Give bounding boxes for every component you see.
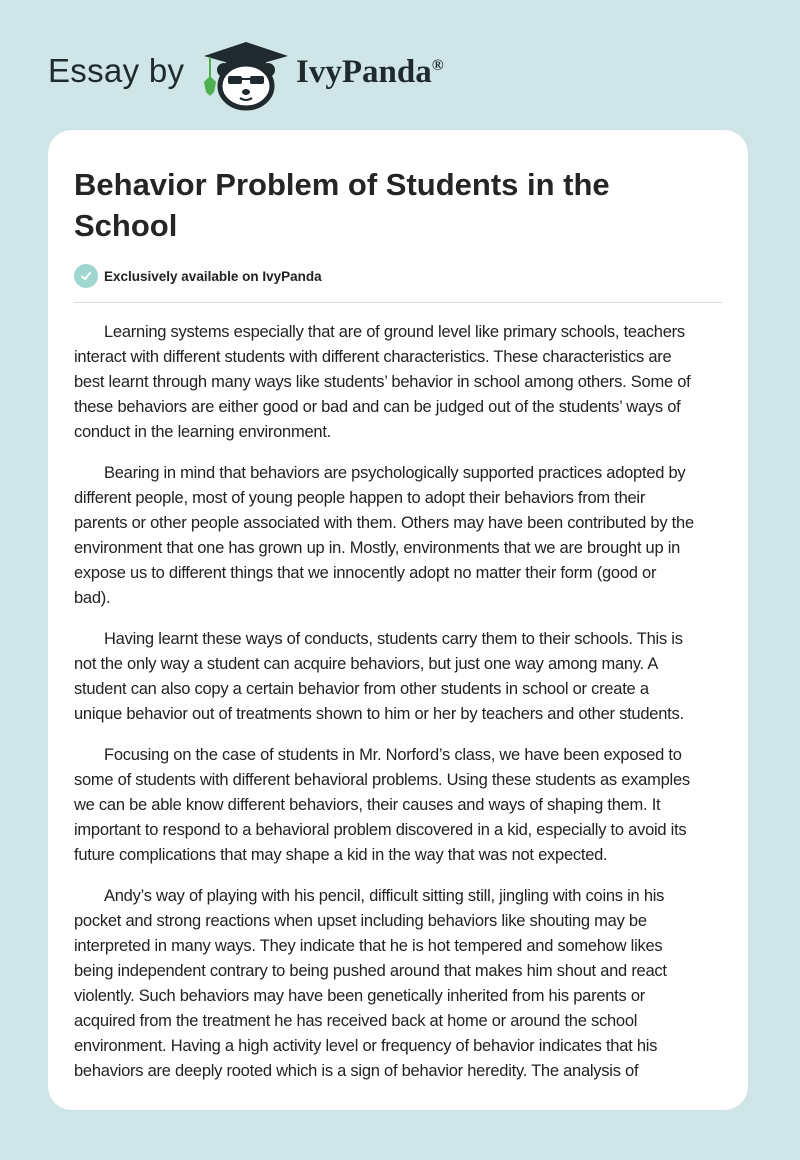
paragraph-line: some of students with different behavioral problems. Using these students as examples — [74, 771, 690, 789]
paragraph-line: interact with different students with different characteristics. These characteristics are — [74, 348, 672, 366]
paragraph-line: violently. Such behaviors may have been genetically inherited from his parents or — [74, 987, 646, 1005]
site-header — [0, 30, 800, 110]
paragraph-line: future complications that may shape a kid in the way that was not expected. — [74, 846, 608, 864]
paragraph-line: acquired from the treatment he has received back at home or around the school — [74, 1012, 638, 1030]
ivypanda-logo-icon[interactable] — [200, 40, 292, 112]
essay-paragraph — [74, 461, 734, 611]
paragraph-line: these behaviors are either good or bad and can be judged out of the students’ ways of — [74, 398, 681, 416]
registered-mark: ® — [431, 57, 444, 74]
paragraph-line: different people, most of young people happen to adopt their behaviors from their — [74, 489, 646, 507]
brand-name[interactable] — [296, 54, 444, 91]
paragraph-line: Having learnt these ways of conducts, students carry them to their schools. This is — [104, 630, 683, 648]
essay-body — [74, 320, 734, 1100]
paragraph-line: Andy’s way of playing with his pencil, difficult sitting still, jingling with coins in his — [104, 887, 665, 905]
paragraph-line: being independent contrary to being pushed around that makes him shout and react — [74, 962, 667, 980]
essay-paragraph — [74, 743, 734, 868]
essay-paragraph — [74, 627, 734, 727]
paragraph-line: parents or other people associated with them. Others may have been contributed by the — [74, 514, 694, 532]
paragraph-line: important to respond to a behavioral problem discovered in a kid, especially to avoid its — [74, 821, 687, 839]
paragraph-line: student can also copy a certain behavior from other students in school or create a — [74, 680, 649, 698]
paragraph-line: environment that one has grown up in. Mostly, environments that we are brought up in — [74, 539, 681, 557]
essay-by-label: Essay by — [48, 52, 185, 89]
exclusive-badge-text: Exclusively available on IvyPanda — [104, 268, 322, 284]
essay-paragraph — [74, 884, 734, 1084]
paragraph-line: Focusing on the case of students in Mr. Norford’s class, we have been exposed to — [104, 746, 682, 764]
exclusive-badge — [74, 264, 322, 288]
paragraph-line: not the only way a student can acquire behaviors, but just one way among many. A — [74, 655, 659, 673]
divider — [74, 302, 722, 303]
paragraph-line: Learning systems especially that are of ground level like primary schools, teachers — [104, 323, 685, 341]
check-icon — [74, 264, 98, 288]
essay-card — [48, 130, 748, 1110]
paragraph-line: conduct in the learning environment. — [74, 423, 331, 441]
paragraph-line: pocket and strong reactions when upset including behaviors like shouting may be — [74, 912, 647, 930]
essay-paragraph — [74, 320, 734, 445]
paragraph-line: Bearing in mind that behaviors are psychologically supported practices adopted by — [104, 464, 686, 482]
paragraph-line: best learnt through many ways like students’ behavior in school among others. Some of — [74, 373, 691, 391]
paragraph-line: interpreted in many ways. They indicate that he is hot tempered and somehow likes — [74, 937, 663, 955]
paragraph-line: we can be able know different behaviors, their causes and ways of shaping them. It — [74, 796, 661, 814]
paragraph-line: unique behavior out of treatments shown to him or her by teachers and other students. — [74, 705, 684, 723]
brand-text: IvyPanda — [296, 54, 432, 90]
essay-title: Behavior Problem of Students in the School — [74, 167, 610, 243]
paragraph-line: expose us to different things that we innocently adopt no matter their form (good or — [74, 564, 657, 582]
paragraph-line: behaviors are deeply rooted which is a sign of behavior heredity. The analysis of — [74, 1062, 639, 1080]
paragraph-line: bad). — [74, 589, 111, 607]
paragraph-line: environment. Having a high activity level or frequency of behavior indicates that his — [74, 1037, 658, 1055]
